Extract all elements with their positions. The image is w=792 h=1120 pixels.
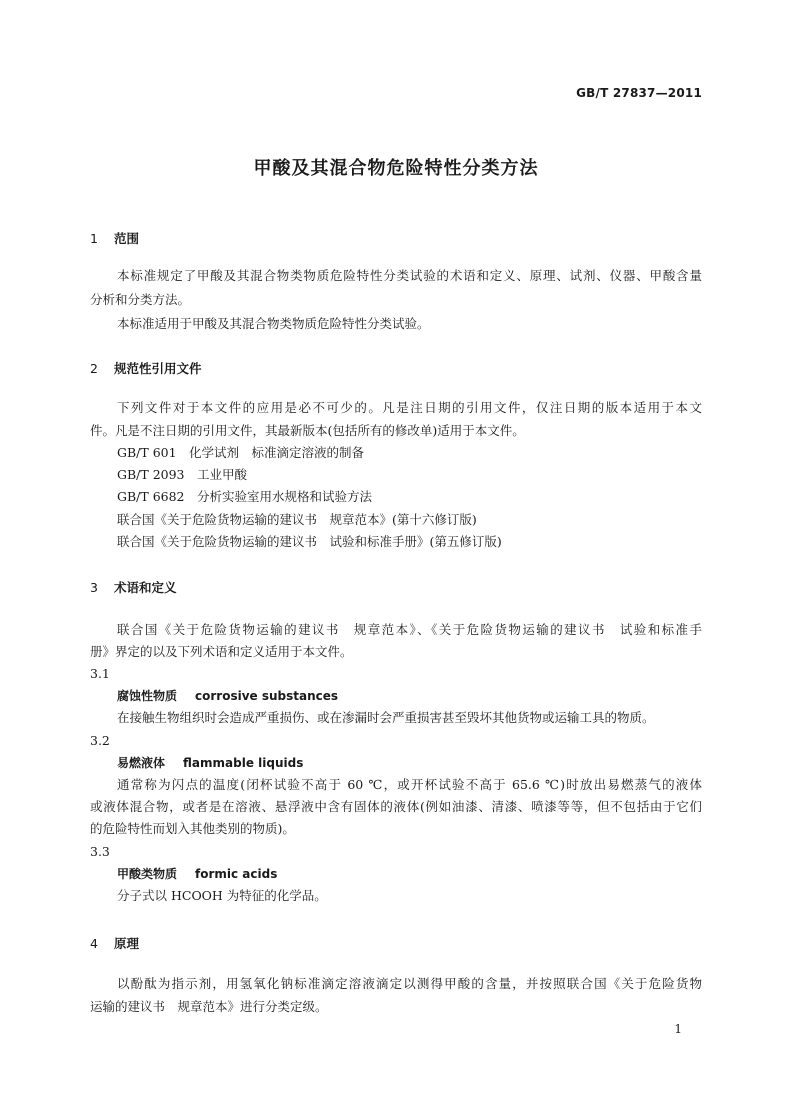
standard-code: GB/T 27837—2011	[576, 86, 702, 100]
paragraph-line: 册》界定的以及下列术语和定义适用于本文件。	[90, 644, 353, 659]
paragraph-line: 本标准适用于甲酸及其混合物类物质危险特性分类试验。	[117, 316, 430, 331]
reference-item: 联合国《关于危险货物运输的建议书 试验和标准手册》(第五修订版)	[117, 534, 502, 549]
term-name	[117, 753, 303, 773]
paragraph-line: 本标准规定了甲酸及其混合物类物质危险特性分类试验的术语和定义、原理、试剂、仪器、甲酸含量	[117, 268, 702, 283]
reference-item: GB/T 6682 分析实验室用水规格和试验方法	[117, 489, 373, 504]
section-number: 1	[90, 231, 98, 246]
reference-item: 联合国《关于危险货物运输的建议书 规章范本》(第十六修订版)	[117, 512, 477, 527]
section-title: 范围	[114, 231, 140, 246]
page-title: 甲酸及其混合物危险特性分类方法	[253, 158, 539, 179]
paragraph-line: 联合国《关于危险货物运输的建议书 规章范本》、《关于危险货物运输的建议书 试验和标准手	[117, 622, 702, 637]
reference-item: GB/T 601 化学试剂 标准滴定溶液的制备	[117, 445, 365, 460]
paragraph-line: 下列文件对于本文件的应用是必不可少的。凡是注日期的引用文件，仅注日期的版本适用于本文	[117, 400, 702, 415]
section-number: 2	[90, 361, 98, 376]
section-1-heading	[90, 229, 139, 247]
term-name-cn: 易燃液体	[117, 756, 166, 770]
term-number: 3.2	[90, 733, 110, 748]
page-number: 1	[674, 1022, 682, 1036]
paragraph-line: 运输的建议书 规章范本》进行分类定级。	[90, 999, 328, 1014]
section-title: 原理	[114, 936, 140, 951]
reference-item: GB/T 2093 工业甲酸	[117, 467, 248, 482]
section-title: 术语和定义	[114, 580, 177, 595]
term-number: 3.1	[90, 666, 110, 681]
term-name-en: formic acids	[195, 867, 278, 881]
term-name-cn: 甲酸类物质	[117, 867, 178, 881]
section-3-heading	[90, 578, 177, 596]
section-number: 4	[90, 936, 98, 951]
term-name-cn: 腐蚀性物质	[117, 689, 178, 703]
term-definition: 的危险特性而划入其他类别的物质)。	[90, 821, 295, 836]
term-name-en: corrosive substances	[195, 689, 339, 703]
paragraph-line: 件。凡是不注日期的引用文件，其最新版本(包括所有的修改单)适用于本文件。	[90, 423, 525, 438]
section-4-heading	[90, 934, 139, 952]
section-title: 规范性引用文件	[114, 361, 202, 376]
paragraph-line: 分析和分类方法。	[90, 292, 191, 307]
term-name-en: flammable liquids	[183, 756, 304, 770]
term-definition: 或液体混合物，或者是在溶液、悬浮液中含有固体的液体(例如油漆、清漆、喷漆等等，但不包括由于它们	[90, 799, 702, 814]
paragraph-line: 以酚酞为指示剂，用氢氧化钠标准滴定溶液滴定以测得甲酸的含量，并按照联合国《关于危险货物	[117, 976, 702, 991]
term-name	[117, 864, 277, 884]
section-number: 3	[90, 580, 98, 595]
section-2-heading	[90, 359, 202, 377]
term-definition: 通常称为闪点的温度(闭杯试验不高于 60 ℃，或开杯试验不高于 65.6 ℃)时放出易燃蒸气的液体	[117, 777, 702, 792]
term-definition: 分子式以 HCOOH 为特征的化学品。	[117, 888, 327, 903]
term-number: 3.3	[90, 844, 110, 859]
term-definition: 在接触生物组织时会造成严重损伤、或在渗漏时会严重损害甚至毁坏其他货物或运输工具的物质。	[117, 710, 655, 725]
term-name	[117, 686, 338, 706]
